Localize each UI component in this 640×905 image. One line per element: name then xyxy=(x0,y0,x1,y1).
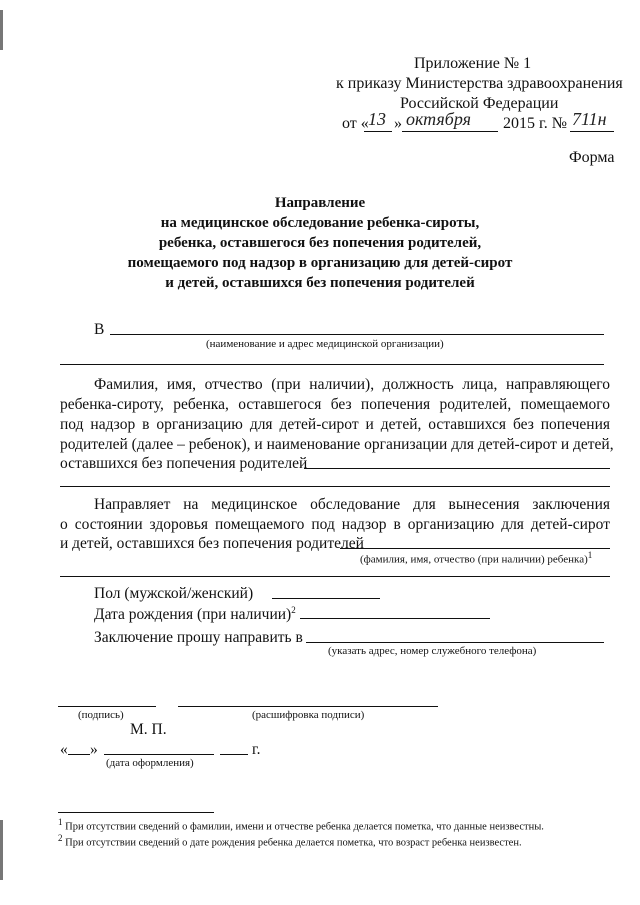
para1-line-4: родителей (далее – ребенок), и наименование организации для детей-сирот и детей, xyxy=(60,436,614,453)
number-line xyxy=(570,131,614,132)
title-line-4: помещаемого под надзор в организацию для детей-сирот xyxy=(127,255,513,271)
footnote-separator xyxy=(58,812,214,813)
send-to-caption: (указать адрес, номер служебного телефона) xyxy=(328,645,537,657)
appendix-date-prefix: от « xyxy=(342,115,369,132)
child-name-caption: (фамилия, имя, отчество (при наличии) ребенка)$^1$ xyxy=(360,550,593,566)
signature-line[interactable] xyxy=(58,706,156,707)
para2-line-3: и детей, оставшихся без попечения родителей xyxy=(60,535,364,552)
appendix-order-number: 711н xyxy=(572,109,607,129)
appendix-number: Приложение № 1 xyxy=(414,55,532,72)
footnote-2: $^2$ При отсутствии сведений о дате рождения ребенка делается пометка, что возраст ребенка неизвестен. xyxy=(58,833,522,849)
date-quote-close: » xyxy=(90,741,98,758)
appendix-month: октября xyxy=(406,109,471,129)
signature-decode-line[interactable] xyxy=(178,706,438,707)
para1-line-3: под надзор в организацию для детей-сирот и детей, оставшихся без попечения xyxy=(60,416,610,433)
sex-label: Пол (мужской/женский) xyxy=(94,585,254,602)
title-line-2: на медицинское обследование ребенка-сироты, xyxy=(160,215,480,231)
title-line-5: и детей, оставшихся без попечения родителей xyxy=(165,275,475,291)
month-line xyxy=(402,131,498,132)
appendix-month-sep: » xyxy=(394,115,402,132)
child-extra-line[interactable] xyxy=(60,576,610,577)
para1-line-1: Фамилия, имя, отчество (при наличии), должность лица, направляющего xyxy=(94,376,610,393)
scan-edge-mark xyxy=(0,10,3,50)
form-label: Форма xyxy=(569,149,615,166)
appendix-day: 13 xyxy=(368,109,386,129)
signature-caption: (подпись) xyxy=(78,709,124,721)
scan-edge-mark xyxy=(0,820,3,880)
sender-extra-line[interactable] xyxy=(60,486,610,487)
title-line-1: Направление xyxy=(274,195,366,211)
date-quote-open: « xyxy=(60,741,68,758)
birth-input-line[interactable] xyxy=(300,618,490,619)
appendix-year: 2015 г. № xyxy=(503,115,568,132)
child-name-line[interactable] xyxy=(340,548,610,549)
para2-line-2: о состоянии здоровья помещаемого под надзор в организацию для детей-сирот xyxy=(60,516,610,533)
title-line-3: ребенка, оставшегося без попечения родителей, xyxy=(158,235,482,251)
date-year-line[interactable] xyxy=(220,754,248,755)
day-line xyxy=(364,131,392,132)
birth-label: Дата рождения (при наличии)$^2$ xyxy=(94,605,296,624)
date-caption: (дата оформления) xyxy=(106,757,194,769)
org-name-line[interactable] xyxy=(110,334,604,335)
send-to-label: Заключение прошу направить в xyxy=(94,629,303,646)
org-address-line[interactable] xyxy=(60,364,604,365)
date-day-line[interactable] xyxy=(68,754,90,755)
appendix-order: к приказу Министерства здравоохранения xyxy=(336,75,623,92)
appendix-country: Российской Федерации xyxy=(400,95,559,112)
org-caption: (наименование и адрес медицинской организации) xyxy=(206,338,444,350)
date-year-suffix: г. xyxy=(252,741,261,758)
sender-name-line[interactable] xyxy=(304,468,610,469)
to-prefix: В xyxy=(94,321,105,338)
footnote-1: $^1$ При отсутствии сведений о фамилии, имени и отчестве ребенка делается пометка, что данные неизвестны. xyxy=(58,817,544,833)
para1-line-5: оставшихся без попечения родителей xyxy=(60,455,308,472)
para2-line-1: Направляет на медицинское обследование для вынесения заключения xyxy=(94,496,610,513)
stamp-label: М. П. xyxy=(130,721,167,738)
send-to-input-line[interactable] xyxy=(306,642,604,643)
sex-input-line[interactable] xyxy=(272,598,380,599)
date-month-line[interactable] xyxy=(104,754,214,755)
decode-caption: (расшифровка подписи) xyxy=(252,709,365,721)
para1-line-2: ребенка-сироту, ребенка, оставшегося без попечения родителей, помещаемого xyxy=(60,396,610,413)
